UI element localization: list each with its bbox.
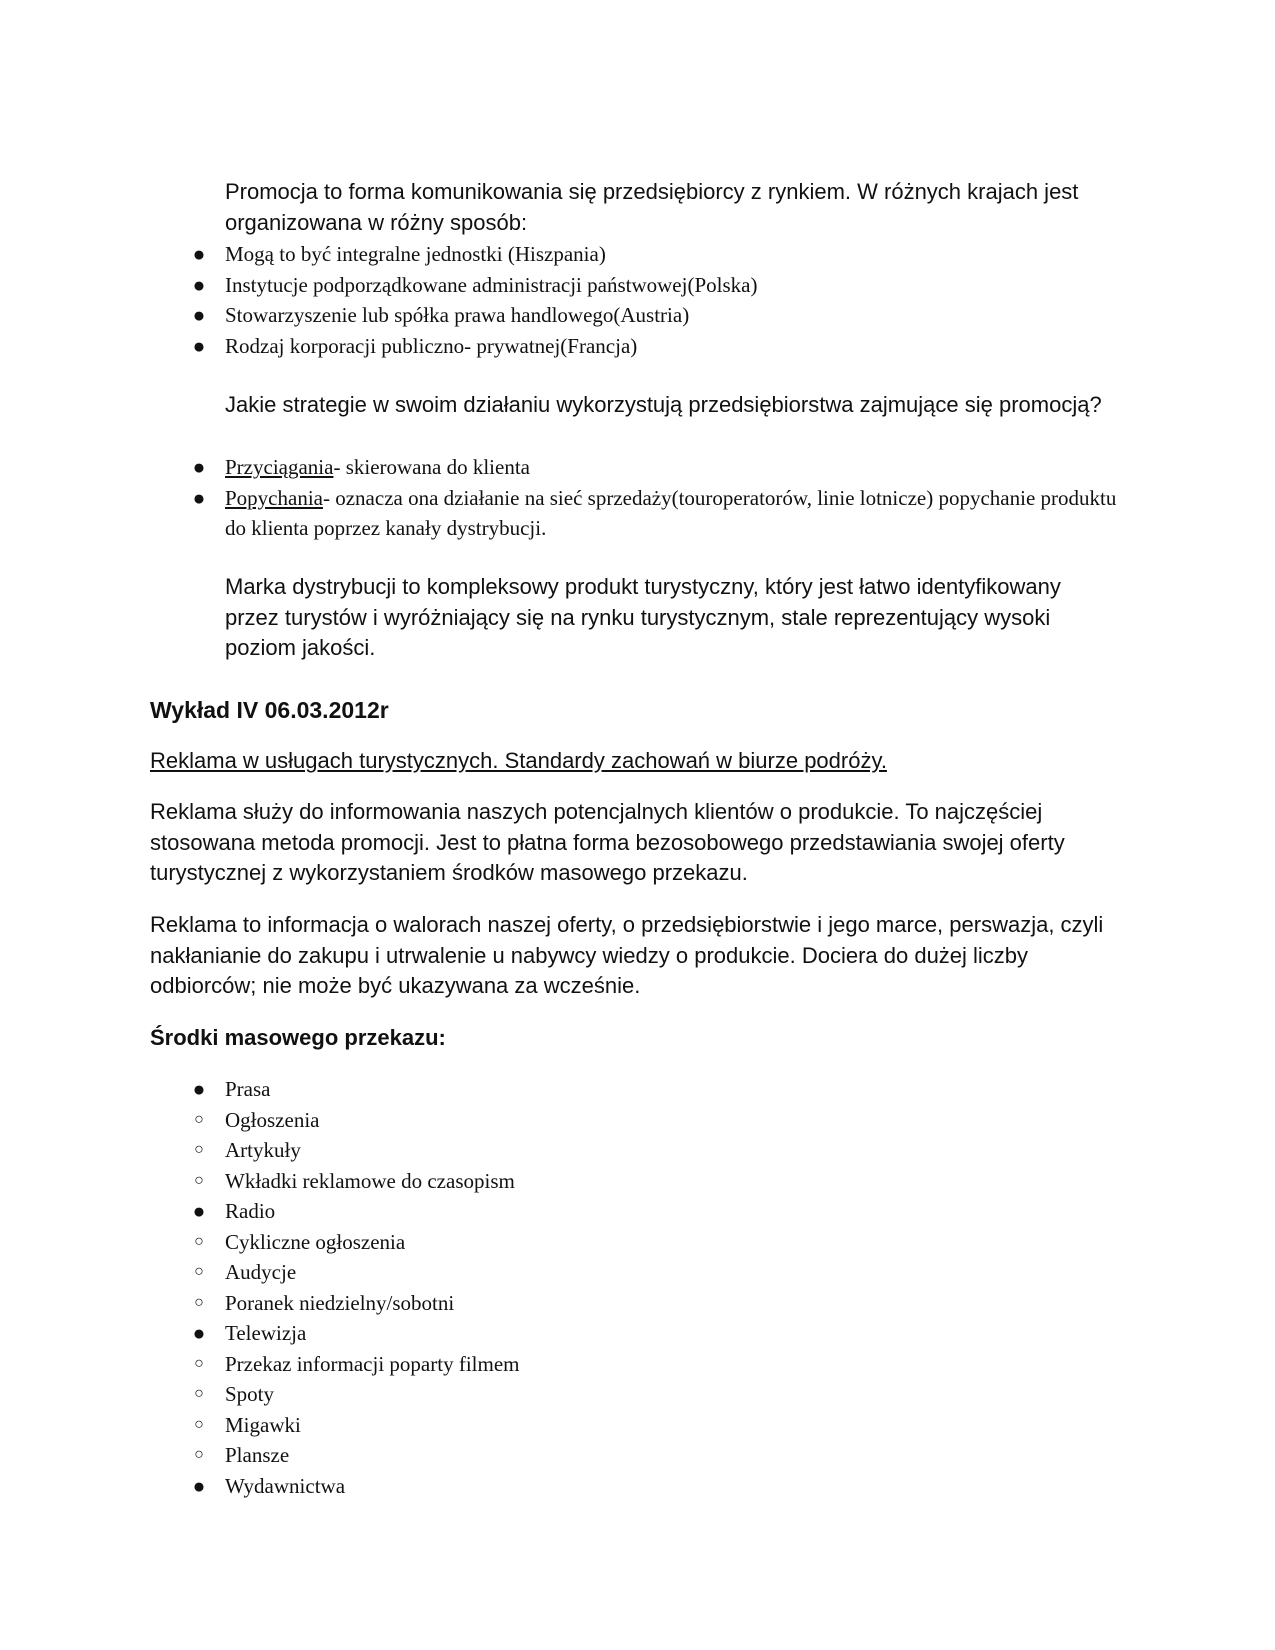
strategy-term: Popychania — [225, 485, 323, 510]
list-item-text: Mogą to być integralne jednostki (Hiszpania) — [225, 242, 606, 266]
circle-bullet-icon: ○ — [194, 1171, 204, 1189]
media-item-text: Wydawnictwa — [225, 1473, 346, 1498]
bullet-icon: ● — [192, 485, 206, 510]
media-item — [189, 1135, 889, 1166]
media-item — [189, 1379, 889, 1410]
lecture-heading: Wykład IV 06.03.2012r — [150, 697, 389, 723]
bullet-icon: ● — [192, 1199, 206, 1223]
list-item — [189, 331, 1139, 362]
bullet-icon: ● — [192, 333, 206, 358]
media-item — [189, 1196, 889, 1227]
media-item — [189, 1227, 889, 1258]
strategy-desc: - oznacza ona działanie na sieć sprzedaży(touroperatorów, linie lotnicze) popychanie produktu do klienta poprzez kanały dystrybucji. — [225, 485, 1117, 540]
bullet-icon: ● — [192, 242, 206, 266]
media-item-text: Ogłoszenia — [225, 1107, 320, 1132]
media-item — [189, 1166, 889, 1197]
media-item — [189, 1318, 889, 1349]
media-item — [189, 1257, 889, 1288]
strategy-desc: - skierowana do klienta — [333, 455, 530, 479]
media-item-text: Radio — [225, 1199, 276, 1223]
media-item — [189, 1471, 889, 1502]
media-item — [189, 1288, 889, 1319]
strategy-term: Przyciągania — [225, 455, 334, 479]
circle-bullet-icon: ○ — [194, 1232, 204, 1250]
bullet-icon: ● — [192, 272, 206, 297]
lecture-paragraph-1: Reklama służy do informowania naszych potencjalnych klientów o produkcie. To najczęściej stosowana metoda promocji. Jest to płatna forma bezosobowego przedstawiania swojej oferty turystycznej z wykorzystaniem środków masowego przekazu. — [150, 799, 1065, 885]
list-item-text: Rodzaj korporacji publiczno- prywatnej(Francja) — [225, 333, 638, 358]
media-item-text: Poranek niedzielny/sobotni — [225, 1290, 455, 1315]
circle-bullet-icon: ○ — [194, 1446, 204, 1463]
media-heading: Środki masowego przekazu: — [150, 1025, 446, 1050]
circle-bullet-icon: ○ — [194, 1263, 204, 1280]
media-item-text: Spoty — [225, 1382, 275, 1406]
lecture-subtitle: Reklama w usługach turystycznych. Standardy zachowań w biurze podróży. — [150, 748, 887, 773]
bullet-icon: ● — [192, 455, 206, 479]
bullet-icon: ● — [192, 1077, 206, 1101]
list-item — [189, 483, 1129, 544]
media-item-text: Audycje — [225, 1260, 297, 1284]
media-item-text: Migawki — [225, 1412, 301, 1437]
bullet-icon: ● — [192, 1321, 206, 1345]
media-item — [189, 1074, 889, 1105]
circle-bullet-icon: ○ — [194, 1110, 204, 1128]
circle-bullet-icon: ○ — [194, 1141, 204, 1158]
intro-list — [189, 239, 1139, 361]
bullet-icon: ● — [192, 303, 206, 327]
lecture-paragraph-2: Reklama to informacja o walorach naszej oferty, o przedsiębiorstwie i jego marce, perswazja, czyli nakłanianie do zakupu i utrwalenie u nabywcy wiedzy o produkcie. Dociera do dużej liczby odbiorców; nie może być ukazywana za wcześnie. — [150, 912, 1104, 998]
media-list — [189, 1074, 889, 1501]
media-item — [189, 1410, 889, 1441]
circle-bullet-icon: ○ — [194, 1385, 204, 1402]
strategies-question: Jakie strategie w swoim działaniu wykorzystują przedsiębiorstwa zajmujące się promocją? — [225, 392, 1102, 417]
list-item-text: Instytucje podporządkowane administracji państwowej(Polska) — [225, 272, 758, 297]
list-item — [189, 300, 1139, 331]
circle-bullet-icon: ○ — [194, 1415, 204, 1433]
media-item — [189, 1105, 889, 1136]
media-item-text: Artykuły — [225, 1138, 301, 1162]
list-item — [189, 239, 1139, 270]
strategies-list — [189, 452, 1129, 544]
media-item-text: Plansze — [225, 1443, 290, 1467]
circle-bullet-icon: ○ — [194, 1293, 204, 1311]
circle-bullet-icon: ○ — [194, 1354, 204, 1372]
media-item-text: Cykliczne ogłoszenia — [225, 1229, 406, 1254]
media-item-text: Prasa — [225, 1077, 271, 1101]
media-item — [189, 1349, 889, 1380]
media-item-text: Telewizja — [225, 1321, 307, 1345]
intro-paragraph: Promocja to forma komunikowania się przedsiębiorcy z rynkiem. W różnych krajach jest organizowana w różny sposób: — [225, 179, 1079, 235]
list-item — [189, 270, 1139, 301]
bullet-icon: ● — [192, 1473, 206, 1498]
media-item — [189, 1440, 889, 1471]
brand-paragraph: Marka dystrybucji to kompleksowy produkt turystyczny, który jest łatwo identyfikowany przez turystów i wyróżniający się na rynku turystycznym, stale reprezentujący wysoki poziom jakości. — [225, 574, 1061, 660]
media-item-text: Wkładki reklamowe do czasopism — [225, 1168, 515, 1193]
list-item-text: Stowarzyszenie lub spółka prawa handlowego(Austria) — [225, 303, 690, 327]
list-item — [189, 452, 1129, 483]
media-item-text: Przekaz informacji poparty filmem — [225, 1351, 520, 1376]
